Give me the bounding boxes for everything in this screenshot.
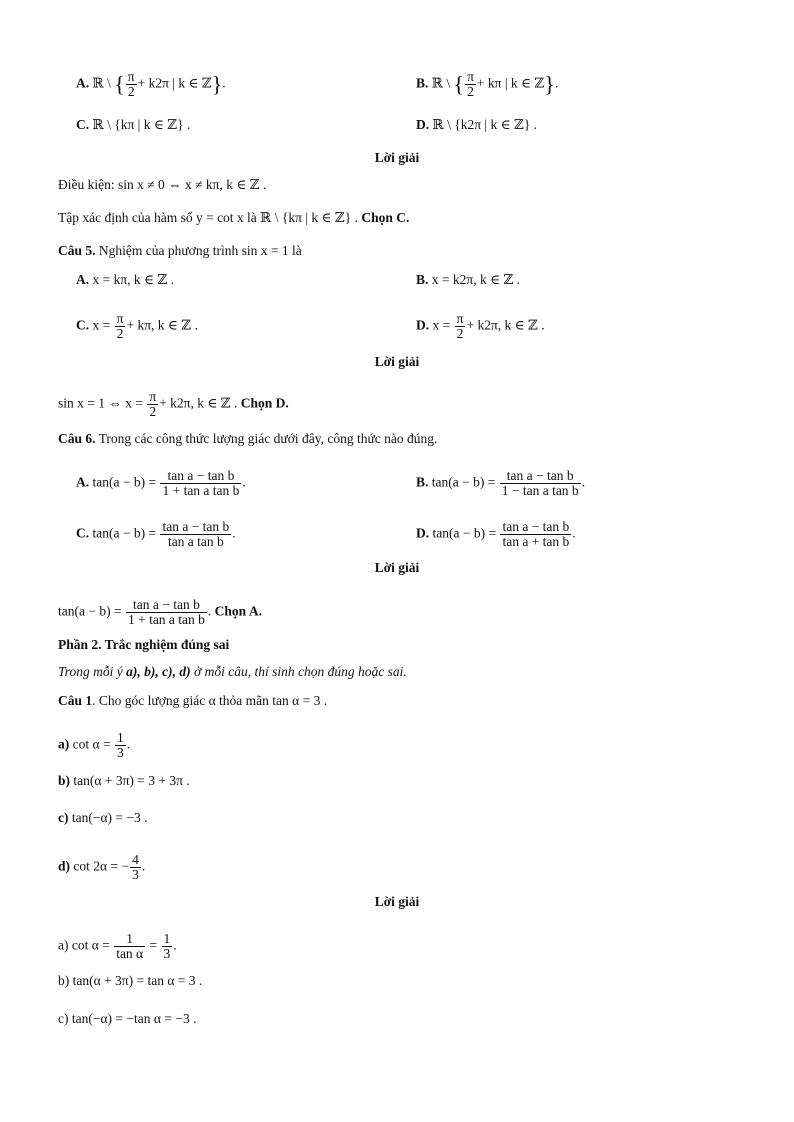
q6-solution: tan(a − b) = $\frac{\text{tan a − tan b}}{\text{1 + tan a tan b}}$ . Chọn A. — [58, 597, 262, 627]
q4-solution-domain: Tập xác định của hàm số y = cot x là ℝ \ {kπ | k ∈ ℤ} . Chọn C. — [58, 210, 410, 225]
solution-heading: Lời giải — [374, 354, 420, 369]
part2-title: Phần 2. Trắc nghiệm đúng sai — [58, 637, 230, 652]
q5-option-a: A. x = kπ, k ∈ ℤ . — [76, 272, 175, 287]
q5-option-c: C. x = $\frac{\pi}{2}$ + kπ, k ∈ ℤ . — [76, 311, 198, 341]
q6-option-a: A. tan(a − b) = $\frac{\text{tan a − tan b}}{\text{1 + tan a tan b}}$ . — [76, 468, 246, 498]
p2q1-question: Câu 1. Cho góc lượng giác α thỏa mãn tan α = 3 . — [58, 693, 328, 708]
p2q1-statement-a: a) cot α = $\frac{1}{3}$ . — [58, 730, 131, 760]
q5-option-b: B. x = k2π, k ∈ ℤ . — [416, 272, 521, 287]
q6-question: Câu 6. Trong các công thức lượng giác dưới đây, công thức nào đúng. — [58, 431, 438, 446]
q4-option-d: D. ℝ \ {k2π | k ∈ ℤ} . — [416, 117, 538, 132]
q6-option-c: C. tan(a − b) = $\frac{\text{tan a − tan b}}{\text{tan a tan b}}$ . — [76, 519, 236, 549]
p2q1-solution-b: b) tan(α + 3π) = tan α = 3 . — [58, 973, 203, 988]
q4-option-b: B. ℝ \ { $\frac{\pi}{2}$ + kπ | k ∈ ℤ}. — [416, 69, 559, 99]
q6-option-d: D. tan(a − b) = $\frac{\text{tan a − tan b}}{\text{tan a + tan b}}$ . — [416, 519, 576, 549]
solution-heading: Lời giải — [374, 150, 420, 165]
solution-heading: Lời giải — [374, 894, 420, 909]
p2q1-solution-a: a) cot α = $\frac{1}{\text{tan α}}$ = $\frac{1}{3}$ . — [58, 931, 177, 961]
q4-solution-condition: Điều kiện: sin x ≠ 0 ⇔ x ≠ kπ, k ∈ ℤ . — [58, 177, 267, 192]
p2q1-statement-b: b) tan(α + 3π) = 3 + 3π . — [58, 773, 190, 788]
solution-heading: Lời giải — [374, 560, 420, 575]
q6-option-b: B. tan(a − b) = $\frac{\text{tan a − tan b}}{\text{1 − tan a tan b}}$ . — [416, 468, 586, 498]
part2-instructions: Trong mỗi ý a), b), c), d) ở mỗi câu, thí sinh chọn đúng hoặc sai. — [58, 664, 407, 679]
p2q1-statement-c: c) tan(−α) = −3 . — [58, 810, 148, 825]
q5-question: Câu 5. Nghiệm của phương trình sin x = 1 là — [58, 243, 302, 258]
p2q1-solution-c: c) tan(−α) = −tan α = −3 . — [58, 1011, 197, 1026]
p2q1-statement-d: d) cot 2α = − $\frac{4}{3}$ . — [58, 852, 146, 882]
q5-option-d: D. x = $\frac{\pi}{2}$ + k2π, k ∈ ℤ . — [416, 311, 545, 341]
q4-option-c: C. ℝ \ {kπ | k ∈ ℤ} . — [76, 117, 191, 132]
q4-option-a: A. ℝ \ { $\frac{\pi}{2}$ + k2π | k ∈ ℤ}. — [76, 69, 226, 99]
q5-solution: sin x = 1 ⇔ x = $\frac{\pi}{2}$ + k2π, k ∈ ℤ . Chọn D. — [58, 389, 289, 419]
